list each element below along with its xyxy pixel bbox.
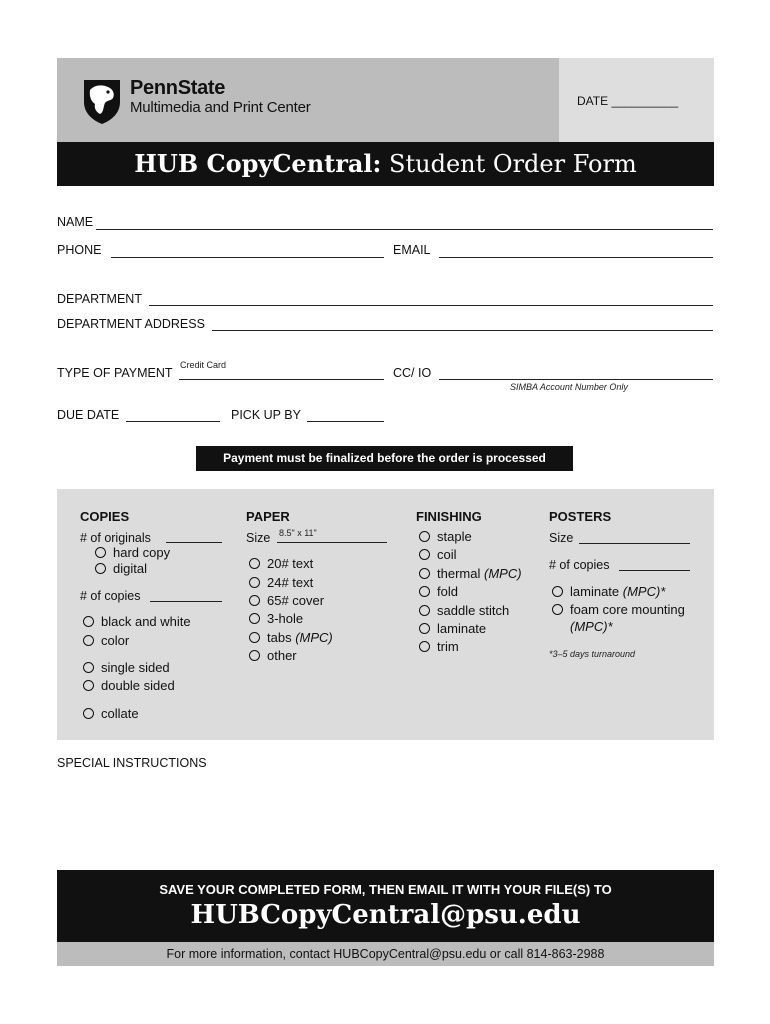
form-title — [57, 149, 714, 178]
option-staple[interactable]: staple — [419, 529, 472, 544]
option-trim[interactable]: trim — [419, 639, 459, 654]
payment-type-label: TYPE OF PAYMENT — [57, 366, 173, 380]
footer-email[interactable]: HUBCopyCentral@psu.edu — [190, 900, 581, 930]
paper-heading: PAPER — [246, 509, 290, 524]
radio-circle-icon[interactable] — [419, 641, 430, 652]
copies-count-field[interactable] — [150, 601, 222, 602]
option-20-text[interactable]: 20# text — [249, 556, 313, 571]
due-date-field[interactable] — [126, 421, 220, 422]
radio-circle-icon[interactable] — [249, 595, 260, 606]
penn-state-shield-icon — [80, 76, 124, 126]
option-black-and-white[interactable]: black and white — [83, 614, 191, 629]
poster-size-field[interactable] — [579, 543, 690, 544]
radio-circle-icon[interactable] — [419, 568, 430, 579]
radio-circle-icon[interactable] — [83, 616, 94, 627]
turnaround-note: *3–5 days turnaround — [549, 649, 636, 659]
payment-type-field[interactable] — [179, 379, 384, 380]
radio-circle-icon[interactable] — [419, 531, 430, 542]
radio-circle-icon[interactable] — [83, 708, 94, 719]
radio-circle-icon[interactable] — [83, 680, 94, 691]
option-laminate[interactable]: laminate — [419, 621, 486, 636]
radio-circle-icon[interactable] — [552, 604, 563, 615]
option-foam-core[interactable]: foam core mounting — [552, 602, 685, 617]
email-field[interactable] — [439, 257, 713, 258]
due-date-label: DUE DATE — [57, 408, 120, 422]
copies-heading: COPIES — [80, 509, 130, 524]
option-double-sided[interactable]: double sided — [83, 678, 175, 693]
simba-note: SIMBA Account Number Only — [510, 382, 628, 392]
paper-size-label: Size — [246, 531, 271, 545]
posters-heading: POSTERS — [549, 509, 612, 524]
originals-label: # of originals — [80, 531, 151, 545]
option-saddle-stitch[interactable]: saddle stitch — [419, 603, 509, 618]
form-title-bold: HUB CopyCentral: — [134, 149, 382, 178]
special-instructions-label: SPECIAL INSTRUCTIONS — [57, 756, 207, 770]
option-fold[interactable]: fold — [419, 584, 458, 599]
name-field[interactable] — [96, 229, 713, 230]
option-single-sided[interactable]: single sided — [83, 660, 170, 675]
email-label: EMAIL — [393, 243, 431, 257]
radio-circle-icon[interactable] — [552, 586, 563, 597]
option-other[interactable]: other — [249, 648, 297, 663]
radio-circle-icon[interactable] — [83, 635, 94, 646]
department-address-field[interactable] — [212, 330, 713, 331]
form-title-rest: Student Order Form — [381, 150, 637, 178]
poster-size-label: Size — [549, 531, 574, 545]
poster-copies-field[interactable] — [619, 570, 690, 571]
option-3-hole[interactable]: 3-hole — [249, 611, 303, 626]
brand-subtitle: Multimedia and Print Center — [130, 99, 311, 116]
footer-contact-info: For more information, contact HUBCopyCentral@psu.edu or call 814-863-2988 — [57, 942, 714, 966]
poster-copies-label: # of copies — [549, 558, 610, 572]
department-address-label: DEPARTMENT ADDRESS — [57, 317, 205, 331]
option-65-cover[interactable]: 65# cover — [249, 593, 324, 608]
department-field[interactable] — [149, 305, 713, 306]
originals-field[interactable] — [166, 542, 222, 543]
radio-circle-icon[interactable] — [83, 662, 94, 673]
option-tabs[interactable]: tabs (MPC) — [249, 630, 333, 645]
radio-circle-icon[interactable] — [95, 563, 106, 574]
option-thermal[interactable]: thermal (MPC) — [419, 566, 522, 581]
radio-circle-icon[interactable] — [249, 577, 260, 588]
department-label: DEPARTMENT — [57, 292, 142, 306]
option-poster-laminate[interactable]: laminate (MPC)* — [552, 584, 665, 599]
radio-circle-icon[interactable] — [249, 613, 260, 624]
pick-up-field[interactable] — [307, 421, 384, 422]
radio-circle-icon[interactable] — [249, 632, 260, 643]
option-color[interactable]: color — [83, 633, 129, 648]
cc-io-field[interactable] — [439, 379, 713, 380]
radio-circle-icon[interactable] — [419, 623, 430, 634]
pick-up-label: PICK UP BY — [231, 408, 301, 422]
cc-io-label: CC/ IO — [393, 366, 432, 380]
finishing-heading: FINISHING — [416, 509, 482, 524]
option-digital[interactable]: digital — [95, 561, 147, 576]
foam-core-note: (MPC)* — [570, 619, 613, 634]
radio-circle-icon[interactable] — [95, 547, 106, 558]
option-hard-copy[interactable]: hard copy — [95, 545, 170, 560]
radio-circle-icon[interactable] — [249, 650, 260, 661]
paper-size-value: 8.5" x 11" — [279, 528, 317, 538]
copies-count-label: # of copies — [80, 589, 141, 603]
option-collate[interactable]: collate — [83, 706, 139, 721]
payment-notice: Payment must be finalized before the order is processed — [196, 446, 573, 471]
special-instructions-area[interactable] — [57, 772, 714, 862]
radio-circle-icon[interactable] — [419, 586, 430, 597]
date-field-label[interactable]: DATE __________ — [577, 94, 679, 108]
option-24-text[interactable]: 24# text — [249, 575, 313, 590]
payment-hint: Credit Card — [180, 360, 227, 370]
option-coil[interactable]: coil — [419, 547, 457, 562]
radio-circle-icon[interactable] — [419, 549, 430, 560]
footer-instruction: SAVE YOUR COMPLETED FORM, THEN EMAIL IT WITH YOUR FILE(S) TO — [159, 882, 612, 897]
brand-name: PennState — [130, 77, 226, 99]
paper-size-field[interactable] — [277, 542, 387, 543]
phone-field[interactable] — [111, 257, 384, 258]
radio-circle-icon[interactable] — [249, 558, 260, 569]
phone-label: PHONE — [57, 243, 102, 257]
radio-circle-icon[interactable] — [419, 605, 430, 616]
name-label: NAME — [57, 215, 94, 229]
